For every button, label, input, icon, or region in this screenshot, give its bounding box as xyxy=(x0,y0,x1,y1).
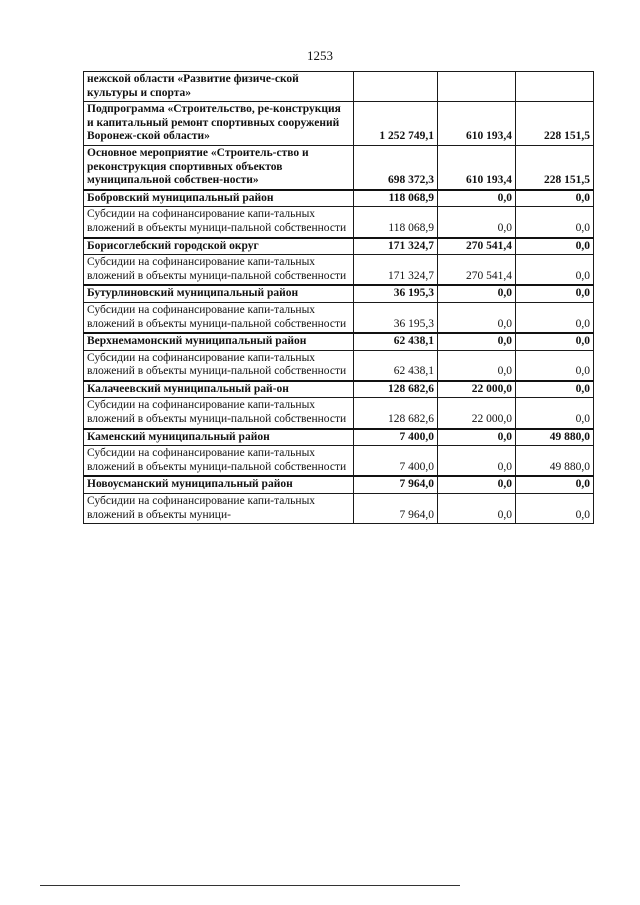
row-name: Бобровский муниципальный район xyxy=(84,190,354,207)
budget-table xyxy=(83,71,594,524)
footer-rule xyxy=(40,885,460,886)
table-row xyxy=(84,255,594,286)
table-row xyxy=(84,333,594,350)
value-col-2: 0,0 xyxy=(438,429,516,446)
row-name: Верхнемамонский муниципальный район xyxy=(84,333,354,350)
value-col-2: 0,0 xyxy=(438,302,516,333)
value-col-2: 0,0 xyxy=(438,446,516,477)
value-col-3: 0,0 xyxy=(516,333,594,350)
page-number: 1253 xyxy=(307,48,333,63)
value-col-3: 0,0 xyxy=(516,381,594,398)
value-col-1: 62 438,1 xyxy=(354,350,438,381)
value-col-2: 610 193,4 xyxy=(438,102,516,146)
value-col-1: 7 964,0 xyxy=(354,494,438,524)
value-col-3: 0,0 xyxy=(516,398,594,429)
table-row xyxy=(84,381,594,398)
value-col-2: 0,0 xyxy=(438,476,516,493)
row-name: Субсидии на софинансирование капи-тальных вложений в объекты муници-пальной собственности xyxy=(84,255,354,286)
value-col-2: 0,0 xyxy=(438,285,516,302)
value-col-2: 610 193,4 xyxy=(438,145,516,189)
table-row xyxy=(84,494,594,524)
row-name: Калачеевский муниципальный рай-он xyxy=(84,381,354,398)
value-col-3: 0,0 xyxy=(516,238,594,255)
value-col-3: 49 880,0 xyxy=(516,429,594,446)
row-name: Новоусманский муниципальный район xyxy=(84,476,354,493)
value-col-2: 0,0 xyxy=(438,494,516,524)
value-col-2: 22 000,0 xyxy=(438,381,516,398)
row-name: Основное мероприятие «Строитель-ство и реконструкция спортивных объектов муниципальной собствен-ности» xyxy=(84,145,354,189)
row-name: Субсидии на софинансирование капи-тальных вложений в объекты муници-пальной собственности xyxy=(84,302,354,333)
table-row xyxy=(84,190,594,207)
value-col-1: 7 400,0 xyxy=(354,429,438,446)
value-col-2 xyxy=(438,72,516,102)
value-col-1: 171 324,7 xyxy=(354,238,438,255)
value-col-3: 228 151,5 xyxy=(516,102,594,146)
row-name: Субсидии на софинансирование капи-тальных вложений в объекты муници-пальной собственности xyxy=(84,446,354,477)
table-row xyxy=(84,350,594,381)
value-col-1: 1 252 749,1 xyxy=(354,102,438,146)
value-col-3: 0,0 xyxy=(516,476,594,493)
table-row xyxy=(84,285,594,302)
value-col-1: 36 195,3 xyxy=(354,302,438,333)
row-name: Субсидии на софинансирование капи-тальных вложений в объекты муници- xyxy=(84,494,354,524)
value-col-2: 0,0 xyxy=(438,207,516,238)
value-col-3: 0,0 xyxy=(516,190,594,207)
table-row xyxy=(84,145,594,189)
value-col-1 xyxy=(354,72,438,102)
value-col-3: 0,0 xyxy=(516,285,594,302)
value-col-2: 270 541,4 xyxy=(438,238,516,255)
value-col-3 xyxy=(516,72,594,102)
value-col-1: 698 372,3 xyxy=(354,145,438,189)
value-col-3: 49 880,0 xyxy=(516,446,594,477)
table-row xyxy=(84,207,594,238)
value-col-3: 228 151,5 xyxy=(516,145,594,189)
row-name: нежской области «Развитие физиче-ской культуры и спорта» xyxy=(84,72,354,102)
value-col-3: 0,0 xyxy=(516,207,594,238)
value-col-3: 0,0 xyxy=(516,350,594,381)
row-name: Борисоглебский городской округ xyxy=(84,238,354,255)
value-col-1: 36 195,3 xyxy=(354,285,438,302)
value-col-1: 7 964,0 xyxy=(354,476,438,493)
value-col-1: 118 068,9 xyxy=(354,190,438,207)
row-name: Бутурлиновский муниципальный район xyxy=(84,285,354,302)
row-name: Субсидии на софинансирование капи-тальных вложений в объекты муници-пальной собственности xyxy=(84,207,354,238)
value-col-2: 0,0 xyxy=(438,333,516,350)
value-col-3: 0,0 xyxy=(516,255,594,286)
row-name: Субсидии на софинансирование капи-тальных вложений в объекты муници-пальной собственности xyxy=(84,398,354,429)
table-row xyxy=(84,72,594,102)
value-col-3: 0,0 xyxy=(516,302,594,333)
value-col-2: 0,0 xyxy=(438,190,516,207)
value-col-1: 7 400,0 xyxy=(354,446,438,477)
table-row xyxy=(84,446,594,477)
value-col-2: 22 000,0 xyxy=(438,398,516,429)
table-row xyxy=(84,476,594,493)
table-row xyxy=(84,302,594,333)
value-col-1: 128 682,6 xyxy=(354,398,438,429)
value-col-1: 118 068,9 xyxy=(354,207,438,238)
value-col-2: 0,0 xyxy=(438,350,516,381)
row-name: Каменский муниципальный район xyxy=(84,429,354,446)
row-name: Подпрограмма «Строительство, ре-конструкция и капитальный ремонт спортивных сооружений Воронеж-ской области» xyxy=(84,102,354,146)
table-row xyxy=(84,238,594,255)
table-row xyxy=(84,102,594,146)
table-row xyxy=(84,429,594,446)
value-col-1: 171 324,7 xyxy=(354,255,438,286)
value-col-1: 128 682,6 xyxy=(354,381,438,398)
value-col-2: 270 541,4 xyxy=(438,255,516,286)
row-name: Субсидии на софинансирование капи-тальных вложений в объекты муници-пальной собственности xyxy=(84,350,354,381)
value-col-1: 62 438,1 xyxy=(354,333,438,350)
value-col-3: 0,0 xyxy=(516,494,594,524)
table-row xyxy=(84,398,594,429)
